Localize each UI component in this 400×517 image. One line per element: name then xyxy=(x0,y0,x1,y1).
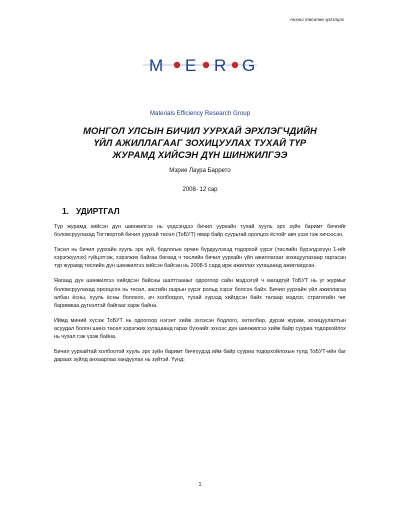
logo-letter-m: M xyxy=(149,56,164,75)
paragraph: Төсөл нь бичил уурхайн хууль эрх зүй, бодлогын орчин бүрдүүлэхэд тодорхой үүрэг (төслийн бүрэлдэхүүн 1-ийг хэрэгжүүлэх) гүйцэтгэж, хэрэгжих байгаа бөгөөд ч төслийн бичил уурхайн үйл ажиллагааг зохицуулахаар гаргасан түр журамд төслийн дүн шинжилгээ хийсэн байсан нь 2008-5 сард ирж ажиллах хугацаанд ажиглагдсан. xyxy=(54,247,346,270)
logo-dot-icon xyxy=(174,62,180,68)
document-title: МОНГОЛ УЛСЫН БИЧИЛ УУРХАЙ ЭРХЛЭГЧДИЙН ҮЙЛ АЖИЛЛАГААГ ЗОХИЦУУЛАХ ТУХАЙ ТҮР ЖУРАМД ХИЙСЭН ДҮН ШИНЖИЛГЭЭ xyxy=(83,125,317,160)
section-title: УДИРТГАЛ xyxy=(76,206,120,216)
paragraph: Яагаад дүн шинжилгээ хийгдсэн байсны шалтгааныг одоогоор сайн мэдээгүй ч магадгүй ТоБУТ нь уг журмыг боловсруулахад оролцсон нь төсөл, засгийн газрын үүрэг рольд хэрэг болсон байх. Бичил уурхайн үйл ажиллагаа албан ёсны, хууль ёсны болохоо, ач холбогдол, тухай хүрээд хийгдсэн байх талаар мэдлэг, стратегийн чиг баримжаа дүгнэлтэй байгааг харж байна. xyxy=(54,278,346,309)
header-note: Анхны төсөлөө эргэлцэх xyxy=(289,17,344,22)
page-number: 1 xyxy=(198,482,202,488)
logo-letter-r: R xyxy=(214,56,227,75)
paragraph: Иймд миний хүсэж ТоБУТ нь одоогоор нэгэнт хийж эхлэсэн бодлого, хөтөлбөр, дүрэм журам, зохицуулалтын асуудал болон шинэ төсөл хэрэгжих хугацаанд гарах бүхнийг эхнээс дүн шинжилгээ хийж байр сууриа тодорхойлох нь чухал гэж үзэж байна. xyxy=(54,317,346,341)
logo-letter-e: E xyxy=(185,56,197,75)
document-date: 2008- 12 сар xyxy=(182,187,218,193)
logo-letter-g: G xyxy=(242,56,256,75)
merg-logo-graphic xyxy=(125,52,275,78)
group-name: Materials Efficiency Research Group xyxy=(149,110,251,117)
body-text xyxy=(54,223,346,371)
logo-dot-icon xyxy=(203,62,209,68)
logo-dot-icon xyxy=(232,62,238,68)
merg-logo xyxy=(0,52,400,78)
section-number: 1. xyxy=(62,206,69,216)
section-heading xyxy=(62,206,120,216)
paragraph: Түр журамд хийсэн дүн шинжилгээ нь үндсэндээ бичил уурхайн тухай хууль эрх зүйн баримт бичгийг боловсруулахад Тогтвортой бичил уурхай төсөл (ТоБУТ) ямар байр суурьтай оролцох ёстойг авч үзэх гэж хичээсэн. xyxy=(54,224,346,239)
paragraph: Бичил уурхайтай холбоотой хууль эрх зүйн баримт бичгүүдэд ийм байр сууриа тодорхойлохын тулд ТоБУТ-ийн баг дараах зүйлд анхаарлаа хандуулах нь зүйтэй. Үүнд: xyxy=(54,349,346,364)
author-name: Мэрие Лаура Баррето xyxy=(169,168,231,174)
